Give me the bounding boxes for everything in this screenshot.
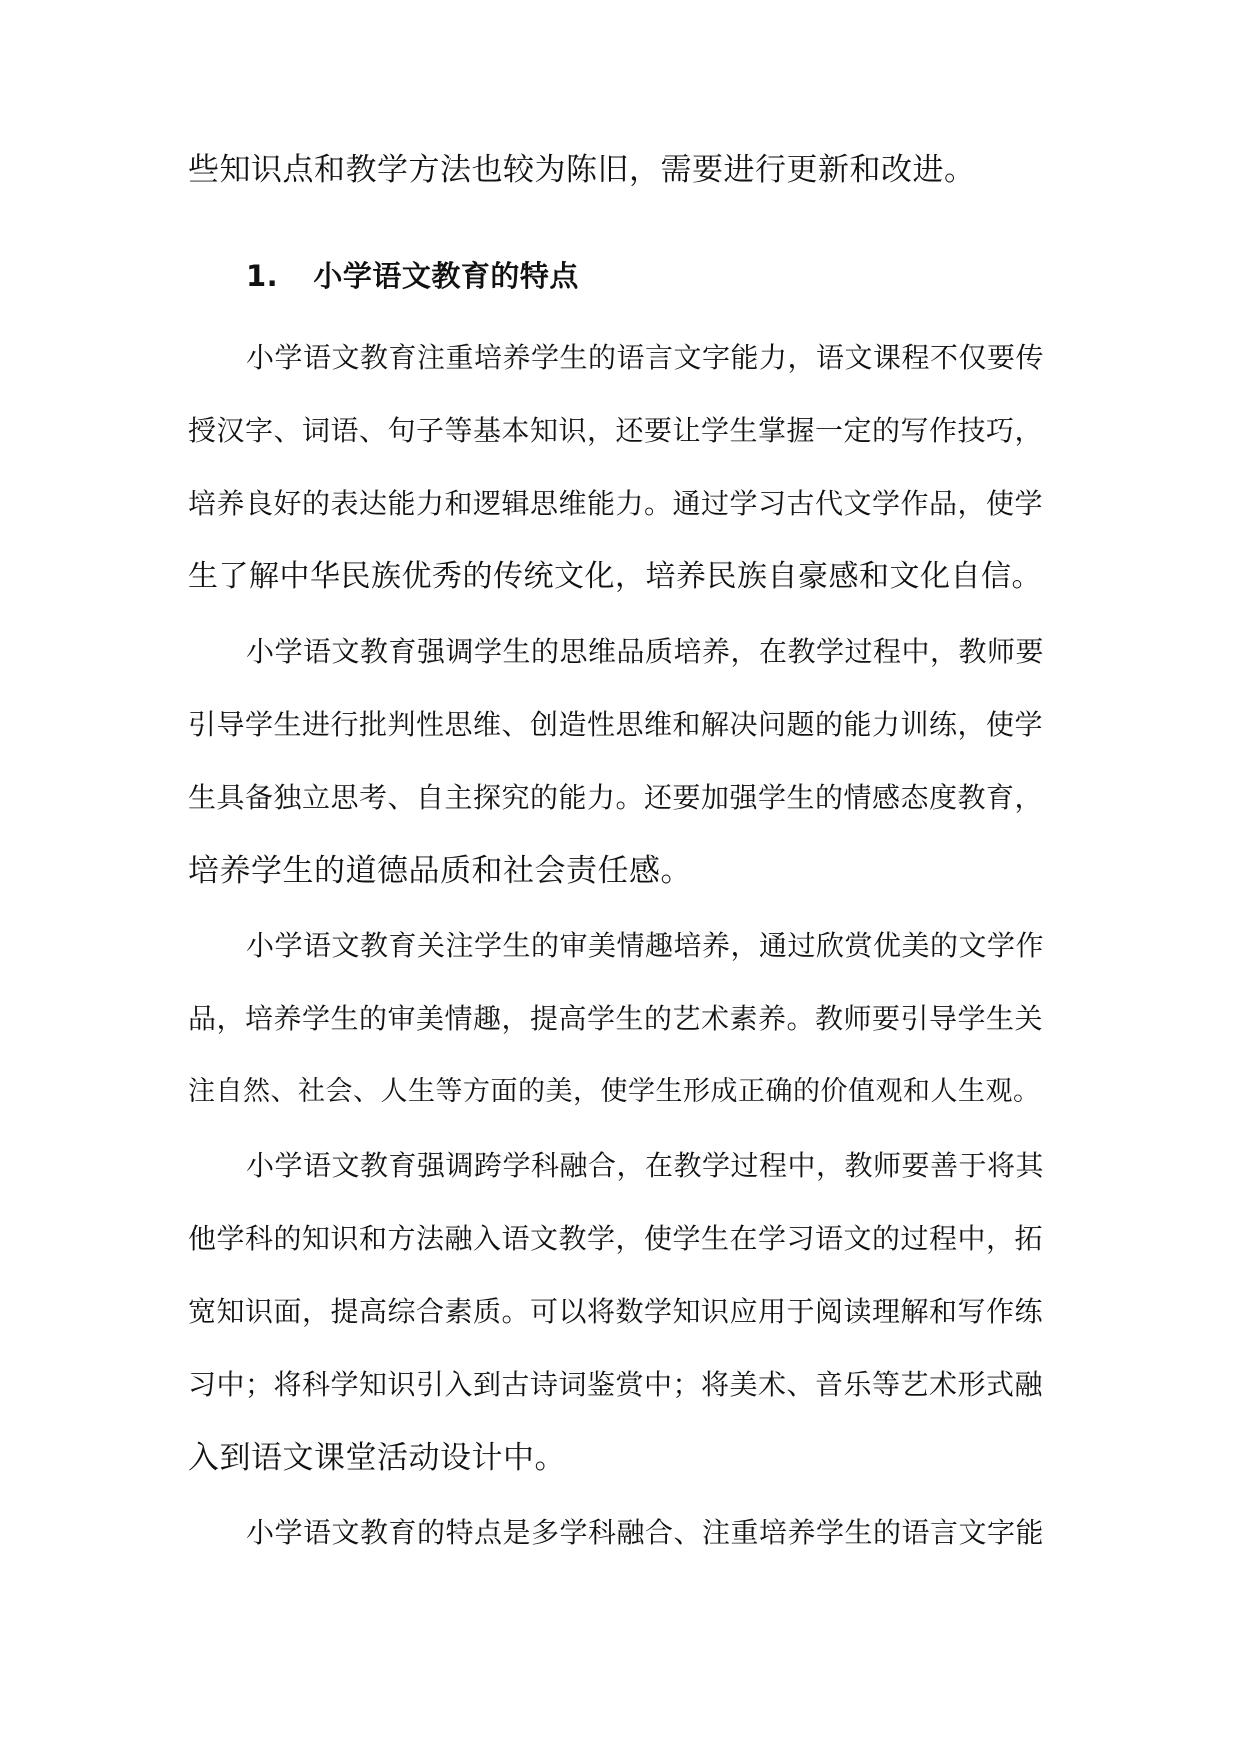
paragraph-line: 小学语文教育的特点是多学科融合、注重培养学生的语言文字能 bbox=[246, 1516, 1045, 1549]
paragraph-line: 培养学生的道德品质和社会责任感。 bbox=[188, 853, 692, 889]
paragraph-line: 生了解中华民族优秀的传统文化，培养民族自豪感和文化自信。 bbox=[188, 559, 1042, 594]
section-heading-number: 1. bbox=[246, 259, 279, 293]
continuation-text: 些知识点和教学方法也较为陈旧，需要进行更新和改进。 bbox=[188, 152, 976, 188]
paragraph-line: 品，培养学生的审美情趣，提高学生的艺术素养。教师要引导学生关 bbox=[188, 1002, 1044, 1035]
paragraph-line: 生具备独立思考、自主探究的能力。还要加强学生的情感态度教育， bbox=[188, 781, 1044, 814]
paragraph-line: 入到语文课堂活动设计中。 bbox=[188, 1440, 566, 1476]
paragraph-line: 习中；将科学知识引入到古诗词鉴赏中；将美术、音乐等艺术形式融 bbox=[188, 1368, 1044, 1401]
paragraph-line: 小学语文教育强调跨学科融合，在教学过程中，教师要善于将其 bbox=[246, 1149, 1045, 1182]
paragraph-line: 培养良好的表达能力和逻辑思维能力。通过学习古代文学作品，使学 bbox=[188, 487, 1044, 520]
paragraph-line: 宽知识面，提高综合素质。可以将数学知识应用于阅读理解和写作练 bbox=[188, 1295, 1044, 1328]
paragraph-line: 引导学生进行批判性思维、创造性思维和解决问题的能力训练，使学 bbox=[188, 708, 1044, 741]
paragraph-line: 他学科的知识和方法融入语文教学，使学生在学习语文的过程中，拓 bbox=[188, 1222, 1044, 1255]
paragraph-line: 授汉字、词语、句子等基本知识，还要让学生掌握一定的写作技巧， bbox=[188, 414, 1044, 447]
paragraph-line: 小学语文教育注重培养学生的语言文字能力，语文课程不仅要传 bbox=[246, 341, 1045, 374]
paragraph-line: 小学语文教育强调学生的思维品质培养，在教学过程中，教师要 bbox=[246, 635, 1045, 668]
section-heading-title: 小学语文教育的特点 bbox=[313, 259, 579, 293]
paragraph-line: 注自然、社会、人生等方面的美，使学生形成正确的价值观和人生观。 bbox=[188, 1076, 1041, 1107]
section-heading bbox=[246, 256, 579, 296]
paragraph-line: 小学语文教育关注学生的审美情趣培养，通过欣赏优美的文学作 bbox=[246, 929, 1045, 962]
